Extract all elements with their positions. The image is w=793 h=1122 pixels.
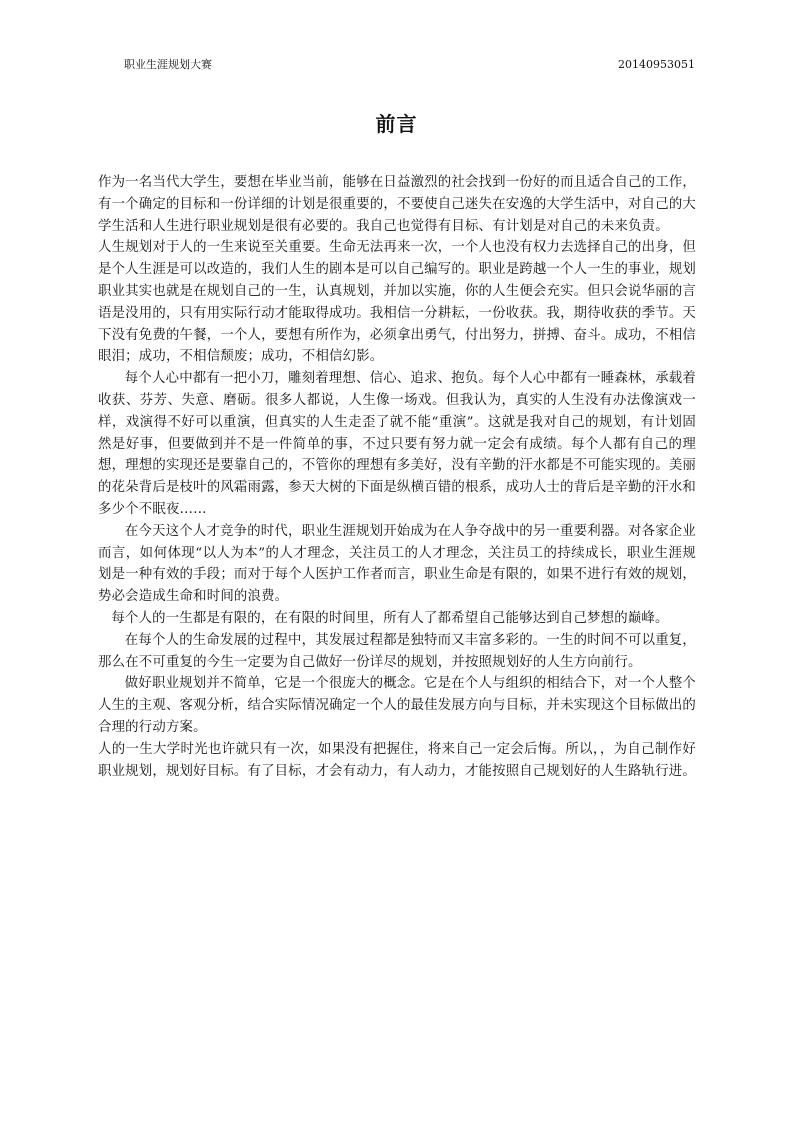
body-text: [98, 172, 696, 782]
paragraph-6: 在每个人的生命发展的过程中，其发展过程都是独特而又丰富多彩的。一生的时间不可以重复，那么在不可重复的今生一定要为自己做好一份详尽的规划，并按照规划好的人生方向前行。: [98, 632, 696, 670]
paragraph-2: 人生规划对于人的一生来说至关重要。生命无法再来一次，一个人也没有权力去选择自己的出身，但是个人生涯是可以改造的，我们人生的剧本是可以自己编写的。职业是跨越一个人一生的事业，规划职业其实也就是在规划自己的一生，认真规划，并加以实施，你的人生便会充实。但只会说华丽的言语是没用的，只有用实际行动才能取得成功。我相信一分耕耘，一份收获。我，期待收获的季节。天下没有免费的午餐，一个人，要想有所作为，必须拿出勇气，付出努力，拼搏、奋斗。成功，不相信眼泪；成功，不相信颓废；成功，不相信幻影。: [98, 240, 696, 365]
paragraph-7: 做好职业规划并不简单，它是一个很庞大的概念。它是在个人与组织的相结合下，对一个人整个人生的主观、客观分析，结合实际情况确定一个人的最佳发展方向与目标，并未实现这个目标做出的合理的行动方案。: [98, 676, 696, 735]
paragraph-5: 每个人的一生都是有限的，在有限的时间里，所有人了都希望自己能够达到自己梦想的巅峰。: [111, 610, 669, 626]
header-competition-name: 职业生涯规划大赛: [124, 58, 212, 71]
paragraph-3: 每个人心中都有一把小刀，雕刻着理想、信心、追求、抱负。每个人心中都有一睡森林，承载着收获、芬芳、失意、磨砺。很多人都说，人生像一场戏。但我认为，真实的人生没有办法像演戏一样，戏演得不好可以重演，但真实的人生走歪了就不能“重演”。这就是我对自己的规划，有计划固然是好事，但要做到并不是一件简单的事，不过只要有努力就一定会有成绩。每个人都有自己的理想，理想的实现还是要靠自己的，不管你的理想有多美好，没有辛勤的汗水都是不可能实现的。美丽的花朵背后是枝叶的风霜雨露，参天大树的下面是纵横百错的根系，成功人士的背后是辛勤的汗水和多少个不眠夜……: [98, 371, 696, 517]
page-title: 前言: [375, 112, 418, 136]
paragraph-1: 作为一名当代大学生，要想在毕业当前，能够在日益激烈的社会找到一份好的而且适合自己的工作，有一个确定的目标和一份详细的计划是很重要的，不要使自己迷失在安逸的大学生活中，对自己的大学生活和人生进行职业规划是很有必要的。我自己也觉得有目标、有计划是对自己的未来负责。: [98, 175, 696, 234]
paragraph-8: 人的一生大学时光也许就只有一次，如果没有把握住，将来自己一定会后悔。所以，，为自己制作好职业规划，规划好目标。有了目标，才会有动力，有人动力，才能按照自己规划好的人生路轨行进。: [98, 741, 696, 779]
header-student-id: 20140953051: [618, 58, 695, 71]
paragraph-4: 在今天这个人才竞争的时代，职业生涯规划开始成为在人争夺战中的另一重要利器。对各家企业而言，如何体现“以人为本”的人才理念，关注员工的人才理念，关注员工的持续成长，职业生涯规划是一种有效的手段；而对于每个人医护工作者而言，职业生命是有限的，如果不进行有效的规划，势必会造成生命和时间的浪费。: [98, 523, 696, 605]
header-divider: [98, 76, 695, 77]
